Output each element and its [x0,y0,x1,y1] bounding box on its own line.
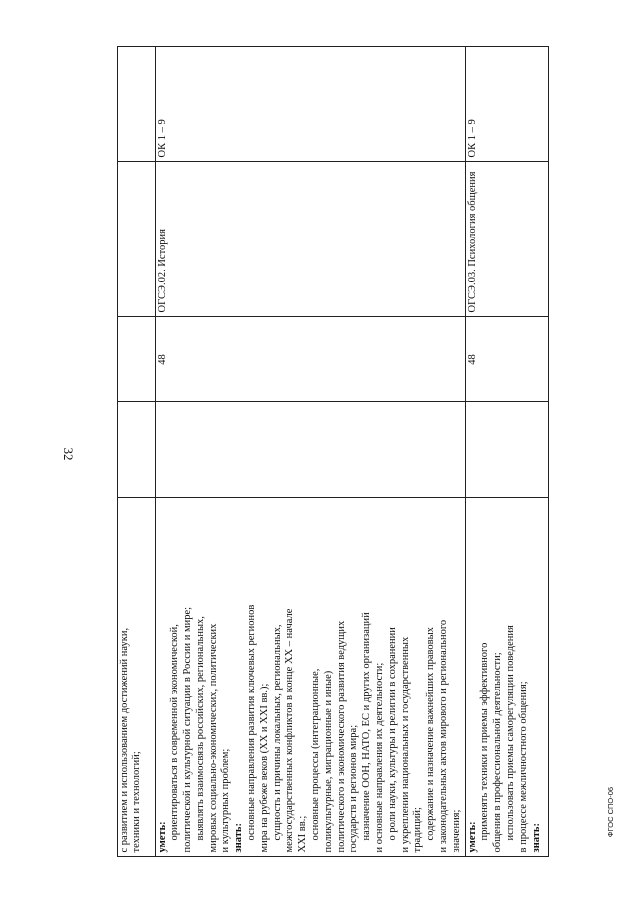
requirement-line: и культурных проблем; [220,748,232,853]
requirement-line: о роли науки, культуры и религии в сохранении [386,627,398,841]
requirement-line: XXI вв.; [297,815,309,853]
document-code-footer: ФГОС СПО-06 [606,786,615,838]
requirement-line: политического и экономического развития ведущих [335,620,347,853]
hours-cell: 48 [465,317,548,402]
requirements-cell [155,498,465,857]
table-row [465,47,548,857]
requirement-line: мировых социально-экономических, политических [207,623,219,853]
table-body [106,47,548,857]
discipline-cell: ОГСЭ.02. История [155,162,465,317]
requirement-line: межгосударственных конфликтов в конце XX – начале [284,608,296,853]
section-heading: знать: [233,823,245,853]
table-row [117,47,155,857]
requirement-line: государств и регионов мира; [348,724,360,853]
max-hours-cell [465,402,548,498]
requirements-cell [117,498,155,857]
requirement-line: выявлять взаимосвязь российских, региональных, [194,616,206,841]
competencies-cell: ОК 1 – 9 [155,47,465,162]
requirement-line: традиций; [412,807,424,853]
section-heading: знать: [530,823,542,853]
requirement-line: общения в профессиональной деятельности; [492,652,504,853]
max-hours-cell [155,402,465,498]
requirement-line: в процессе межличностного общения; [517,681,529,853]
curriculum-table-container [106,47,542,857]
requirements-cell [465,498,548,857]
requirement-line: и законодательных актов мирового и регионального [438,619,450,853]
requirement-line: основные процессы (интеграционные, [310,668,322,841]
table-top-strip [106,47,117,857]
discipline-cell [117,162,155,317]
requirement-line: поликультурные, миграционные и иные) [322,670,334,853]
requirement-line: техники и технологий; [131,751,143,853]
requirement-line: основные направления развития ключевых регионов [246,604,258,841]
requirement-line: мира на рубеже веков (XX и XXI вв.); [258,683,270,853]
requirement-line: ориентироваться в современной экономической, [169,624,181,841]
curriculum-table [106,47,549,858]
page-number: 32 [61,447,76,461]
requirement-line: и укреплении национальных и государственных [399,636,411,853]
requirement-line: значения; [450,809,462,853]
competencies-cell: ОК 1 – 9 [465,47,548,162]
table-row [155,47,465,857]
section-heading: уметь: [156,821,168,853]
hours-cell: 48 [155,317,465,402]
requirement-line: назначение ООН, НАТО, ЕС и других организаций [361,612,373,841]
hours-cell [117,317,155,402]
requirement-line: политической и культурной ситуации в России и мире; [182,606,194,853]
requirement-line: сущность и причины локальных, региональных, [271,624,283,841]
section-heading: уметь: [466,821,478,853]
requirement-line: использовать приемы саморегуляции поведения [505,625,517,841]
competencies-cell [117,47,155,162]
requirement-line: применять техники и приемы эффективного [479,642,491,841]
discipline-cell: ОГСЭ.03. Психология общения [465,162,548,317]
requirement-line: содержание и назначение важнейших правовых [425,627,437,841]
max-hours-cell [117,402,155,498]
requirement-line: с развитием и использованием достижений науки, [118,627,130,853]
requirement-line: и основные направления их деятельности; [374,662,386,853]
